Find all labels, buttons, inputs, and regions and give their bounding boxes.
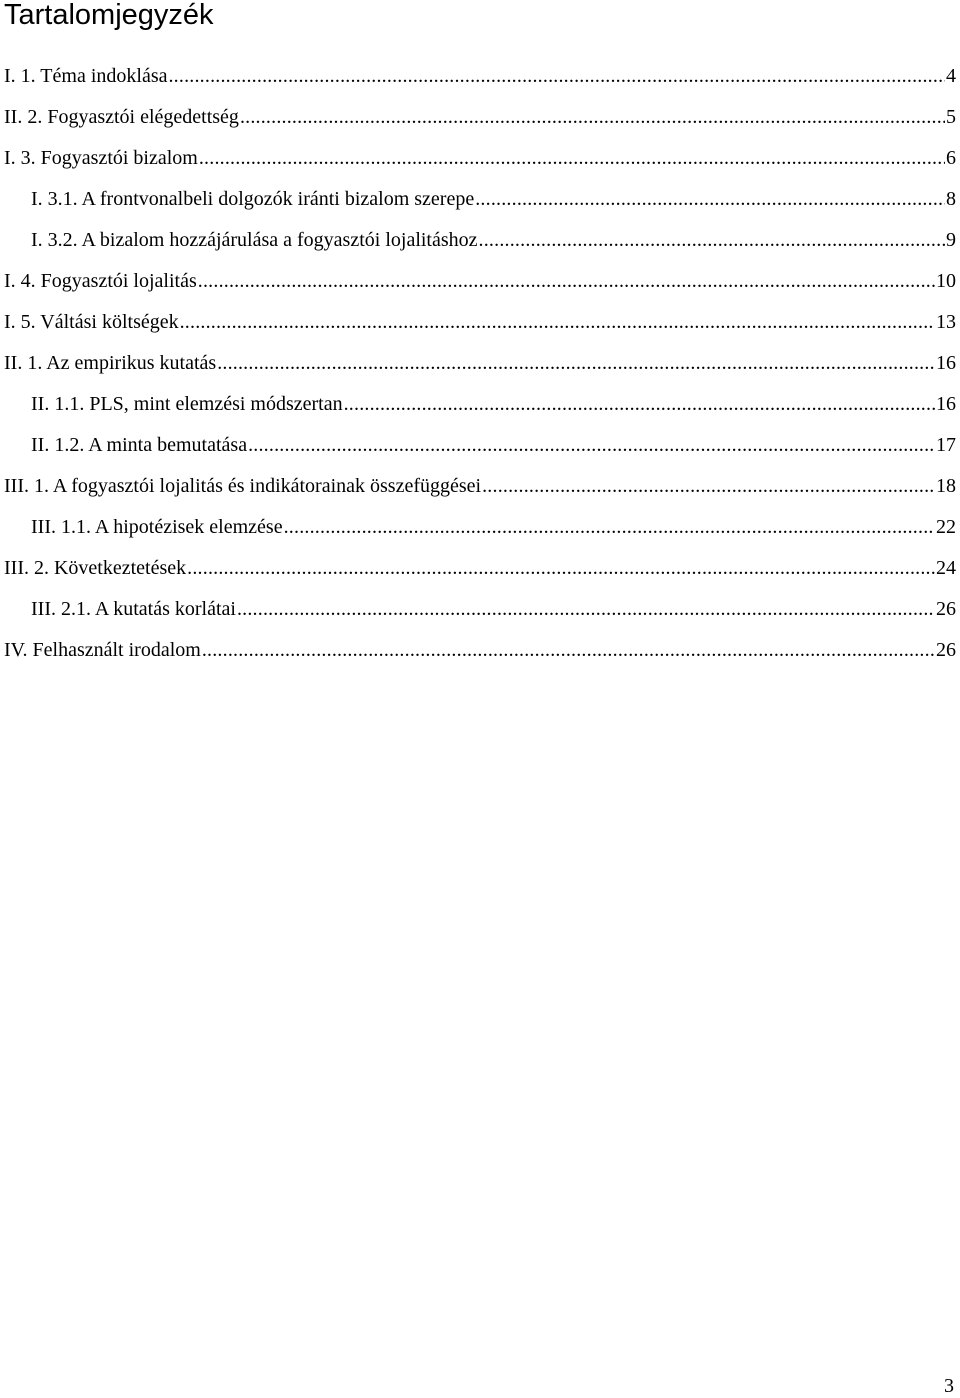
- toc-entry-label: II. 2. Fogyasztói elégedettség: [4, 106, 239, 128]
- toc-heading: Tartalomjegyzék: [4, 0, 214, 31]
- toc-entry[interactable]: [31, 433, 956, 457]
- toc-entry-page: 26: [936, 598, 956, 620]
- toc-leader-dots: [240, 105, 945, 129]
- page-number: 3: [944, 1375, 954, 1397]
- toc-entry[interactable]: [4, 146, 956, 170]
- toc-entry-page: 9: [946, 229, 956, 251]
- toc-entry-page: 16: [936, 352, 956, 374]
- toc-entry[interactable]: [4, 474, 956, 498]
- toc-entry-page: 5: [946, 106, 956, 128]
- toc-entry[interactable]: [4, 556, 956, 580]
- toc-entry-page: 4: [946, 65, 956, 87]
- toc-entry[interactable]: [4, 310, 956, 334]
- toc-leader-dots: [237, 597, 935, 621]
- toc-entry-label: I. 3. Fogyasztói bizalom: [4, 147, 198, 169]
- toc-entry[interactable]: [4, 351, 956, 375]
- toc-leader-dots: [180, 310, 935, 334]
- toc-leader-dots: [479, 228, 945, 252]
- toc-entry-page: 13: [936, 311, 956, 333]
- toc-entry[interactable]: [4, 269, 956, 293]
- toc-leader-dots: [199, 146, 945, 170]
- toc-leader-dots: [248, 433, 935, 457]
- toc-entry[interactable]: [31, 187, 956, 211]
- toc-leader-dots: [284, 515, 935, 539]
- toc-entry-label: II. 1. Az empirikus kutatás: [4, 352, 217, 374]
- toc-entry[interactable]: [4, 64, 956, 88]
- toc-leader-dots: [168, 64, 945, 88]
- toc-entry-page: 8: [946, 188, 956, 210]
- toc-leader-dots: [187, 556, 935, 580]
- toc-entry-label: II. 1.2. A minta bemutatása: [31, 434, 248, 456]
- toc-entry[interactable]: [4, 105, 956, 129]
- toc-entry-label: I. 3.1. A frontvonalbeli dolgozók iránti bizalom szerepe: [31, 188, 475, 210]
- toc-leader-dots: [482, 474, 935, 498]
- toc-entry[interactable]: [31, 597, 956, 621]
- toc-entry[interactable]: [31, 228, 956, 252]
- toc-entry-label: IV. Felhasznált irodalom: [4, 639, 201, 661]
- toc-entry-page: 17: [936, 434, 956, 456]
- toc-leader-dots: [344, 392, 935, 416]
- toc-entry-label: I. 1. Téma indoklása: [4, 65, 168, 87]
- toc-entry-label: I. 4. Fogyasztói lojalitás: [4, 270, 197, 292]
- toc-entry-label: III. 1.1. A hipotézisek elemzése: [31, 516, 283, 538]
- toc-entry-page: 10: [936, 270, 956, 292]
- toc-leader-dots: [202, 638, 935, 662]
- toc-entry[interactable]: [31, 392, 956, 416]
- toc-entry-label: I. 5. Váltási költségek: [4, 311, 179, 333]
- toc-entry[interactable]: [4, 638, 956, 662]
- toc-entry-page: 26: [936, 639, 956, 661]
- toc-leader-dots: [217, 351, 935, 375]
- toc-entry-page: 6: [946, 147, 956, 169]
- toc-entry-page: 22: [936, 516, 956, 538]
- toc-entry-label: III. 2.1. A kutatás korlátai: [31, 598, 236, 620]
- toc-entry-page: 18: [936, 475, 956, 497]
- toc-entry-page: 24: [936, 557, 956, 579]
- toc-entry-label: II. 1.1. PLS, mint elemzési módszertan: [31, 393, 343, 415]
- toc-leader-dots: [475, 187, 945, 211]
- toc-entry-label: III. 1. A fogyasztói lojalitás és indikátorainak összefüggései: [4, 475, 482, 497]
- toc-entry-label: III. 2. Következtetések: [4, 557, 187, 579]
- toc-leader-dots: [198, 269, 935, 293]
- toc-entry[interactable]: [31, 515, 956, 539]
- toc-entry-label: I. 3.2. A bizalom hozzájárulása a fogyasztói lojalitáshoz: [31, 229, 478, 251]
- toc-entry-page: 16: [936, 393, 956, 415]
